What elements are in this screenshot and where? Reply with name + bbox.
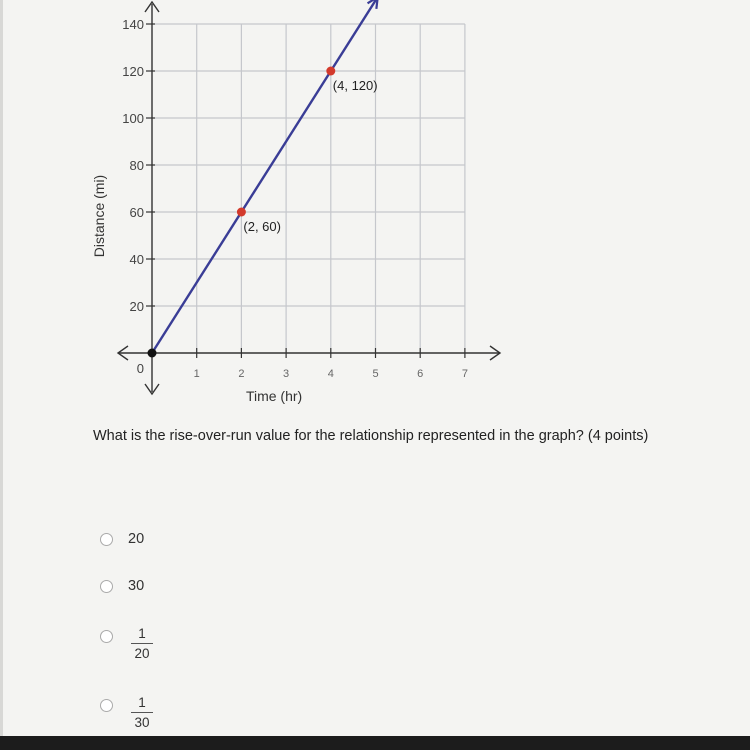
data-point <box>148 349 157 358</box>
choice-d-numerator: 1 <box>138 695 146 710</box>
choice-a-label: 20 <box>128 531 145 547</box>
origin-label: 0 <box>136 361 144 376</box>
data-point <box>237 208 246 217</box>
data-point-label: (2, 60) <box>243 219 281 234</box>
choice-c-fraction <box>131 626 153 661</box>
data-line <box>152 0 378 353</box>
fraction-bar <box>131 643 153 644</box>
choice-d-denominator: 30 <box>134 715 150 730</box>
radio-d[interactable] <box>100 699 113 712</box>
radio-b[interactable] <box>100 580 113 593</box>
y-tick-label: 20 <box>129 299 144 314</box>
choice-d-fraction <box>131 695 153 730</box>
question-text: What is the rise-over-run value for the relationship represented in the graph? (4 points) <box>93 428 649 444</box>
x-tick-label: 2 <box>238 368 245 380</box>
x-axis-label: Time (hr) <box>245 388 303 404</box>
y-tick-label: 140 <box>122 17 144 32</box>
y-tick-label: 120 <box>122 64 144 79</box>
choice-b-label: 30 <box>128 578 145 594</box>
choice-d[interactable] <box>100 695 153 730</box>
radio-c[interactable] <box>100 630 113 643</box>
choice-b[interactable] <box>100 578 144 594</box>
x-tick-label: 3 <box>283 368 290 380</box>
y-tick-label: 80 <box>129 158 144 173</box>
choice-c[interactable] <box>100 626 153 661</box>
radio-a[interactable] <box>100 533 113 546</box>
x-tick-label: 6 <box>417 368 424 380</box>
choice-c-numerator: 1 <box>138 626 146 641</box>
y-tick-label: 40 <box>129 252 144 267</box>
x-tick-label: 4 <box>327 368 334 380</box>
x-tick-label: 5 <box>372 368 379 380</box>
data-point <box>326 67 335 76</box>
x-tick-label: 7 <box>461 368 468 380</box>
y-tick-label: 60 <box>129 205 144 220</box>
bottom-bar <box>0 736 750 750</box>
fraction-bar <box>131 712 153 713</box>
y-tick-label: 100 <box>122 111 144 126</box>
choice-c-denominator: 20 <box>134 646 150 661</box>
x-tick-label: 1 <box>193 368 200 380</box>
choice-a[interactable] <box>100 531 144 547</box>
data-point-label: (4, 120) <box>332 78 378 93</box>
y-axis-label: Distance (mi) <box>91 174 107 258</box>
